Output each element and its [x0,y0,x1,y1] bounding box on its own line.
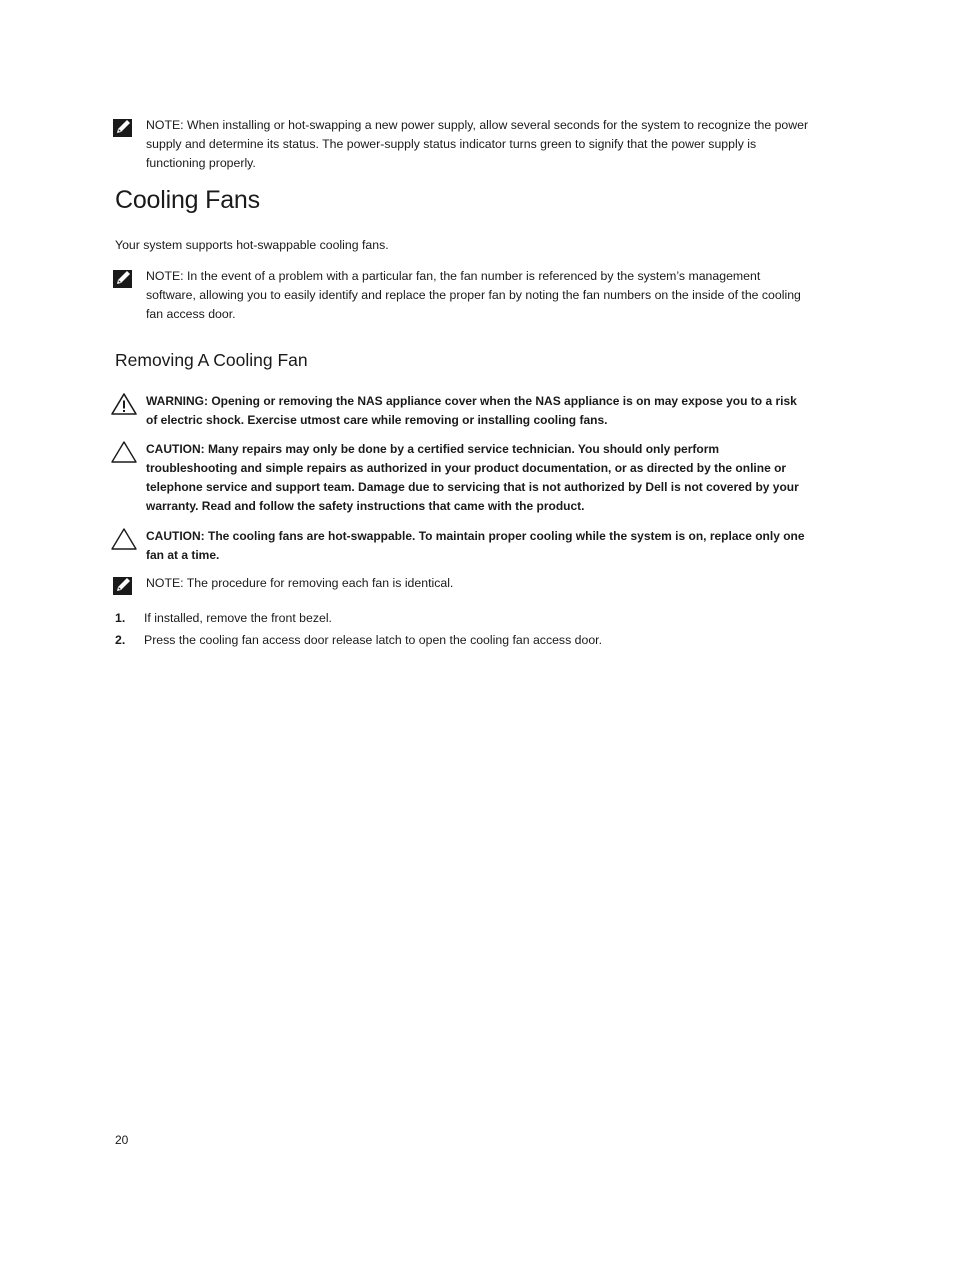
pencil-note-icon [110,267,138,291]
caution-triangle-icon [110,440,138,464]
note-text: NOTE: The procedure for removing each fan is identical. [146,576,454,590]
section-title: Cooling Fans [115,186,260,214]
step-number: 2. [115,633,126,647]
warning-text: WARNING: Opening or removing the NAS appliance cover when the NAS appliance is on may expose you to a risk of electric shock. Exercise utmost care while removing or installing cooling fans. [146,394,797,427]
section-intro: Your system supports hot-swappable cooling fans. [115,238,389,252]
pencil-note-icon [110,574,138,598]
warning-triangle-icon [110,392,138,416]
caution-text: CAUTION: Many repairs may only be done by a certified service technician. You should only perform troubleshooting and simple repairs as authorized in your product documentation, or as directed by the online or telephone service and support team. Damage due to servicing that is not authorized by Dell is not covered by your warranty. Read and follow the safety instructions that came with the product. [146,442,799,513]
pencil-note-icon [110,116,138,140]
step-text: If installed, remove the front bezel. [144,611,332,625]
caution-triangle-icon [110,527,138,551]
page-number: 20 [115,1133,129,1147]
note-text: NOTE: When installing or hot-swapping a new power supply, allow several seconds for the system to recognize the power supply and determine its status. The power-supply status indicator turns green to signify that the power supply is functioning properly. [146,118,809,170]
note-text: NOTE: In the event of a problem with a particular fan, the fan number is referenced by the system’s management software, allowing you to easily identify and replace the proper fan by noting the fan numbers on the inside of the cooling fan access door. [146,269,801,321]
step-number: 1. [115,611,126,625]
step-text: Press the cooling fan access door release latch to open the cooling fan access door. [144,633,602,647]
caution-text: CAUTION: The cooling fans are hot-swappable. To maintain proper cooling while the system is on, replace only one fan at a time. [146,529,805,562]
subsection-title: Removing A Cooling Fan [115,350,308,370]
